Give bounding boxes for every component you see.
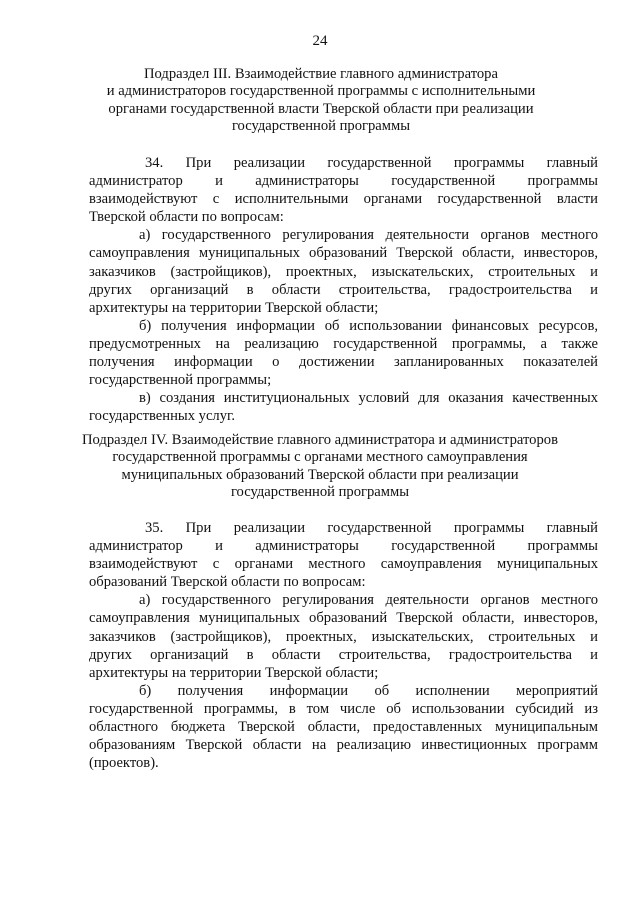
text-line: других организаций в области строительства, градостроительства и	[89, 646, 598, 663]
text-line: предусмотренных на реализацию государственной программы, а также	[89, 335, 598, 352]
text-line: самоуправления муниципальных образований Тверской области, инвесторов,	[89, 610, 598, 627]
text-line: (проектов).	[89, 755, 159, 772]
text-line: государственной программы;	[89, 372, 272, 389]
paragraph-34	[89, 154, 598, 425]
text-line: государственной программы, в том числе об использовании субсидий из	[89, 700, 598, 717]
subsection-3-heading	[86, 66, 556, 136]
text-line: в) создания институциональных условий для оказания качественных	[139, 390, 598, 407]
heading-line: государственной программы	[231, 118, 411, 135]
text-line: а) государственного регулирования деятельности органов местного	[139, 227, 598, 244]
text-line: самоуправления муниципальных образований Тверской области, инвесторов,	[89, 245, 598, 262]
text-line: государственных услуг.	[89, 408, 235, 425]
text-line: администратор и администраторы государственной программы	[89, 173, 598, 190]
text-line: а) государственного регулирования деятельности органов местного	[139, 592, 598, 609]
text-line: получения информации о достижении запланированных показателей	[89, 354, 598, 371]
heading-line: Подраздел III. Взаимодействие главного администратора	[144, 66, 498, 82]
heading-line: муниципальных образований Тверской области при реализации	[121, 466, 519, 483]
heading-line: государственной программы	[230, 484, 410, 501]
text-line: заказчиков (застройщиков), проектных, изыскательских, строительных и	[89, 263, 598, 280]
text-line: взаимодействуют с органами местного самоуправления муниципальных	[89, 556, 598, 573]
page-number: 24	[312, 33, 328, 49]
text-line: б) получения информации об исполнении мероприятий	[139, 682, 598, 699]
text-line: архитектуры на территории Тверской области;	[89, 664, 379, 681]
text-line: 35. При реализации государственной программы главный	[145, 520, 598, 536]
text-line: заказчиков (застройщиков), проектных, изыскательских, строительных и	[89, 628, 598, 645]
text-line: взаимодействуют с исполнительными органами государственной власти	[89, 191, 598, 208]
text-line: архитектуры на территории Тверской области;	[89, 299, 379, 316]
paragraph-35	[89, 519, 598, 772]
text-line: других организаций в области строительства, градостроительства и	[89, 281, 598, 298]
heading-line: государственной программы с органами местного самоуправления	[112, 449, 528, 466]
text-line: Тверской области по вопросам:	[89, 209, 284, 226]
text-line: образований Тверской области по вопросам:	[89, 574, 366, 591]
heading-line: и администраторов государственной программы с исполнительными	[106, 83, 536, 100]
text-line: образованиям Тверской области на реализацию инвестиционных программ	[89, 737, 598, 754]
text-line: администратор и администраторы государственной программы	[89, 538, 598, 555]
text-line: б) получения информации об использовании финансовых ресурсов,	[139, 317, 598, 334]
heading-line: органами государственной власти Тверской области при реализации	[108, 100, 534, 117]
text-line: областного бюджета Тверской области, предоставленных муниципальным	[89, 719, 598, 736]
text-line: 34. При реализации государственной программы главный	[145, 155, 598, 171]
subsection-4-heading	[80, 432, 560, 502]
heading-line: Подраздел IV. Взаимодействие главного администратора и администраторов	[82, 432, 558, 448]
